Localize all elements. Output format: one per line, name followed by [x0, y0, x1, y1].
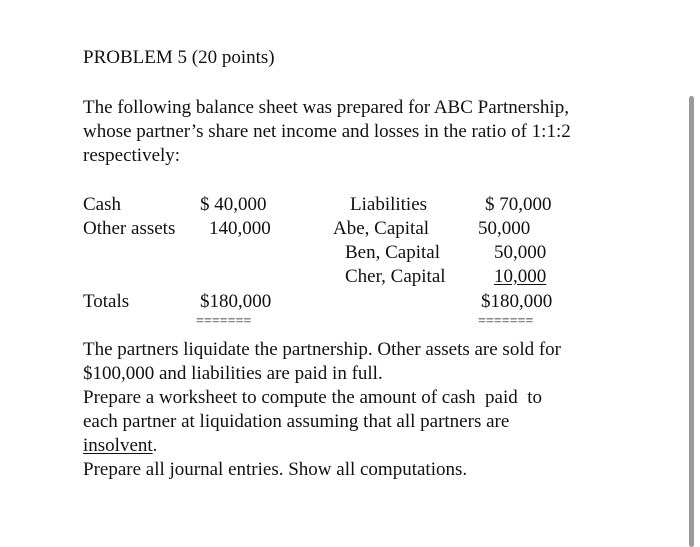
equity-label-cher: Cher, Capital — [345, 266, 446, 287]
equity-label-ben: Ben, Capital — [345, 242, 440, 263]
equities-double-rule: ======= — [478, 314, 534, 329]
asset-amount-other: 140,000 — [209, 218, 271, 239]
problem-heading: PROBLEM 5 (20 points) — [83, 47, 275, 68]
assets-double-rule: ======= — [196, 314, 252, 329]
asset-label-other: Other assets — [83, 218, 176, 239]
scrollbar[interactable] — [689, 96, 694, 547]
equity-amount-ben: 50,000 — [494, 242, 547, 263]
totals-label: Totals — [83, 291, 130, 312]
assets-total: $180,000 — [200, 291, 272, 312]
instruction-line-2: $100,000 and liabilities are paid in full. — [83, 363, 383, 384]
equity-label-liabilities: Liabilities — [350, 194, 428, 215]
instruction-line-4: each partner at liquidation assuming that all partners are — [83, 411, 510, 432]
intro-line-2: whose partner’s share net income and losses in the ratio of 1:1:2 — [83, 121, 571, 142]
equity-label-abe: Abe, Capital — [333, 218, 430, 239]
equity-amount-cher: 10,000 — [494, 266, 547, 287]
asset-amount-cash: $ 40,000 — [200, 194, 267, 215]
instruction-line-3: Prepare a worksheet to compute the amount of cash paid to — [83, 387, 543, 408]
insolvent-emphasis: insolvent — [83, 435, 153, 456]
instruction-line-5-period: . — [152, 435, 158, 456]
instruction-line-1: The partners liquidate the partnership. Other assets are sold for — [83, 339, 562, 360]
equities-total: $180,000 — [481, 291, 553, 312]
instruction-line-6: Prepare all journal entries. Show all computations. — [83, 459, 468, 480]
equity-amount-liabilities: $ 70,000 — [485, 194, 552, 215]
instruction-line-5 — [83, 434, 157, 458]
equity-amount-abe: 50,000 — [478, 218, 531, 239]
asset-label-cash: Cash — [83, 194, 121, 215]
intro-line-1: The following balance sheet was prepared for ABC Partnership, — [83, 97, 569, 118]
intro-line-3: respectively: — [83, 145, 181, 166]
